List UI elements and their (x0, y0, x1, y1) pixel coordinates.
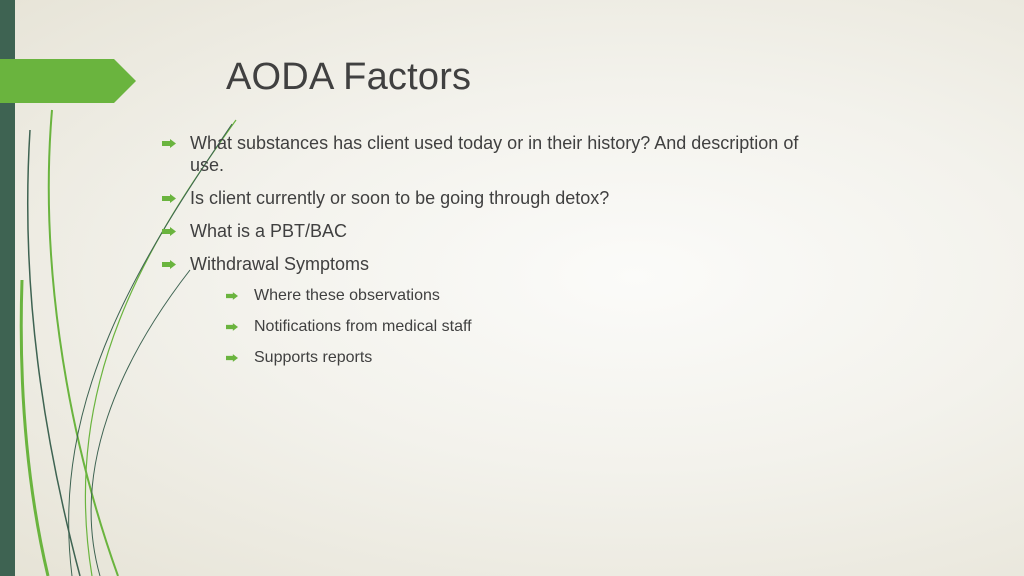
bullet-list-area (160, 132, 800, 379)
arrow-bullet-icon (162, 194, 176, 203)
bullet-text: What is a PBT/BAC (190, 221, 348, 241)
green-arrow-banner (0, 59, 136, 103)
bullet-item (160, 132, 800, 176)
sub-bullet-text: Notifications from medical staff (254, 318, 472, 335)
arrow-bullet-icon (226, 323, 238, 331)
bullet-text: Withdrawal Symptoms (190, 254, 370, 274)
sub-bullet-item (224, 286, 800, 306)
arrow-bullet-icon (162, 139, 176, 148)
arrow-bullet-icon (162, 260, 176, 269)
bullet-item (160, 187, 800, 209)
slide-title: AODA Factors (226, 56, 472, 98)
sub-bullet-item (224, 317, 800, 337)
bullet-text: Is client currently or soon to be going through detox? (190, 188, 610, 208)
sub-bullet-list (190, 286, 800, 368)
bullet-text: What substances has client used today or in their history? And description of use. (190, 133, 799, 175)
bullet-item (160, 253, 800, 368)
arrow-bullet-icon (162, 227, 176, 236)
sub-bullet-text: Supports reports (254, 349, 373, 366)
bullet-list (160, 132, 800, 368)
sub-bullet-text: Where these observations (254, 287, 440, 304)
sub-bullet-item (224, 348, 800, 368)
arrow-bullet-icon (226, 292, 238, 300)
arrow-bullet-icon (226, 354, 238, 362)
bullet-item (160, 220, 800, 242)
